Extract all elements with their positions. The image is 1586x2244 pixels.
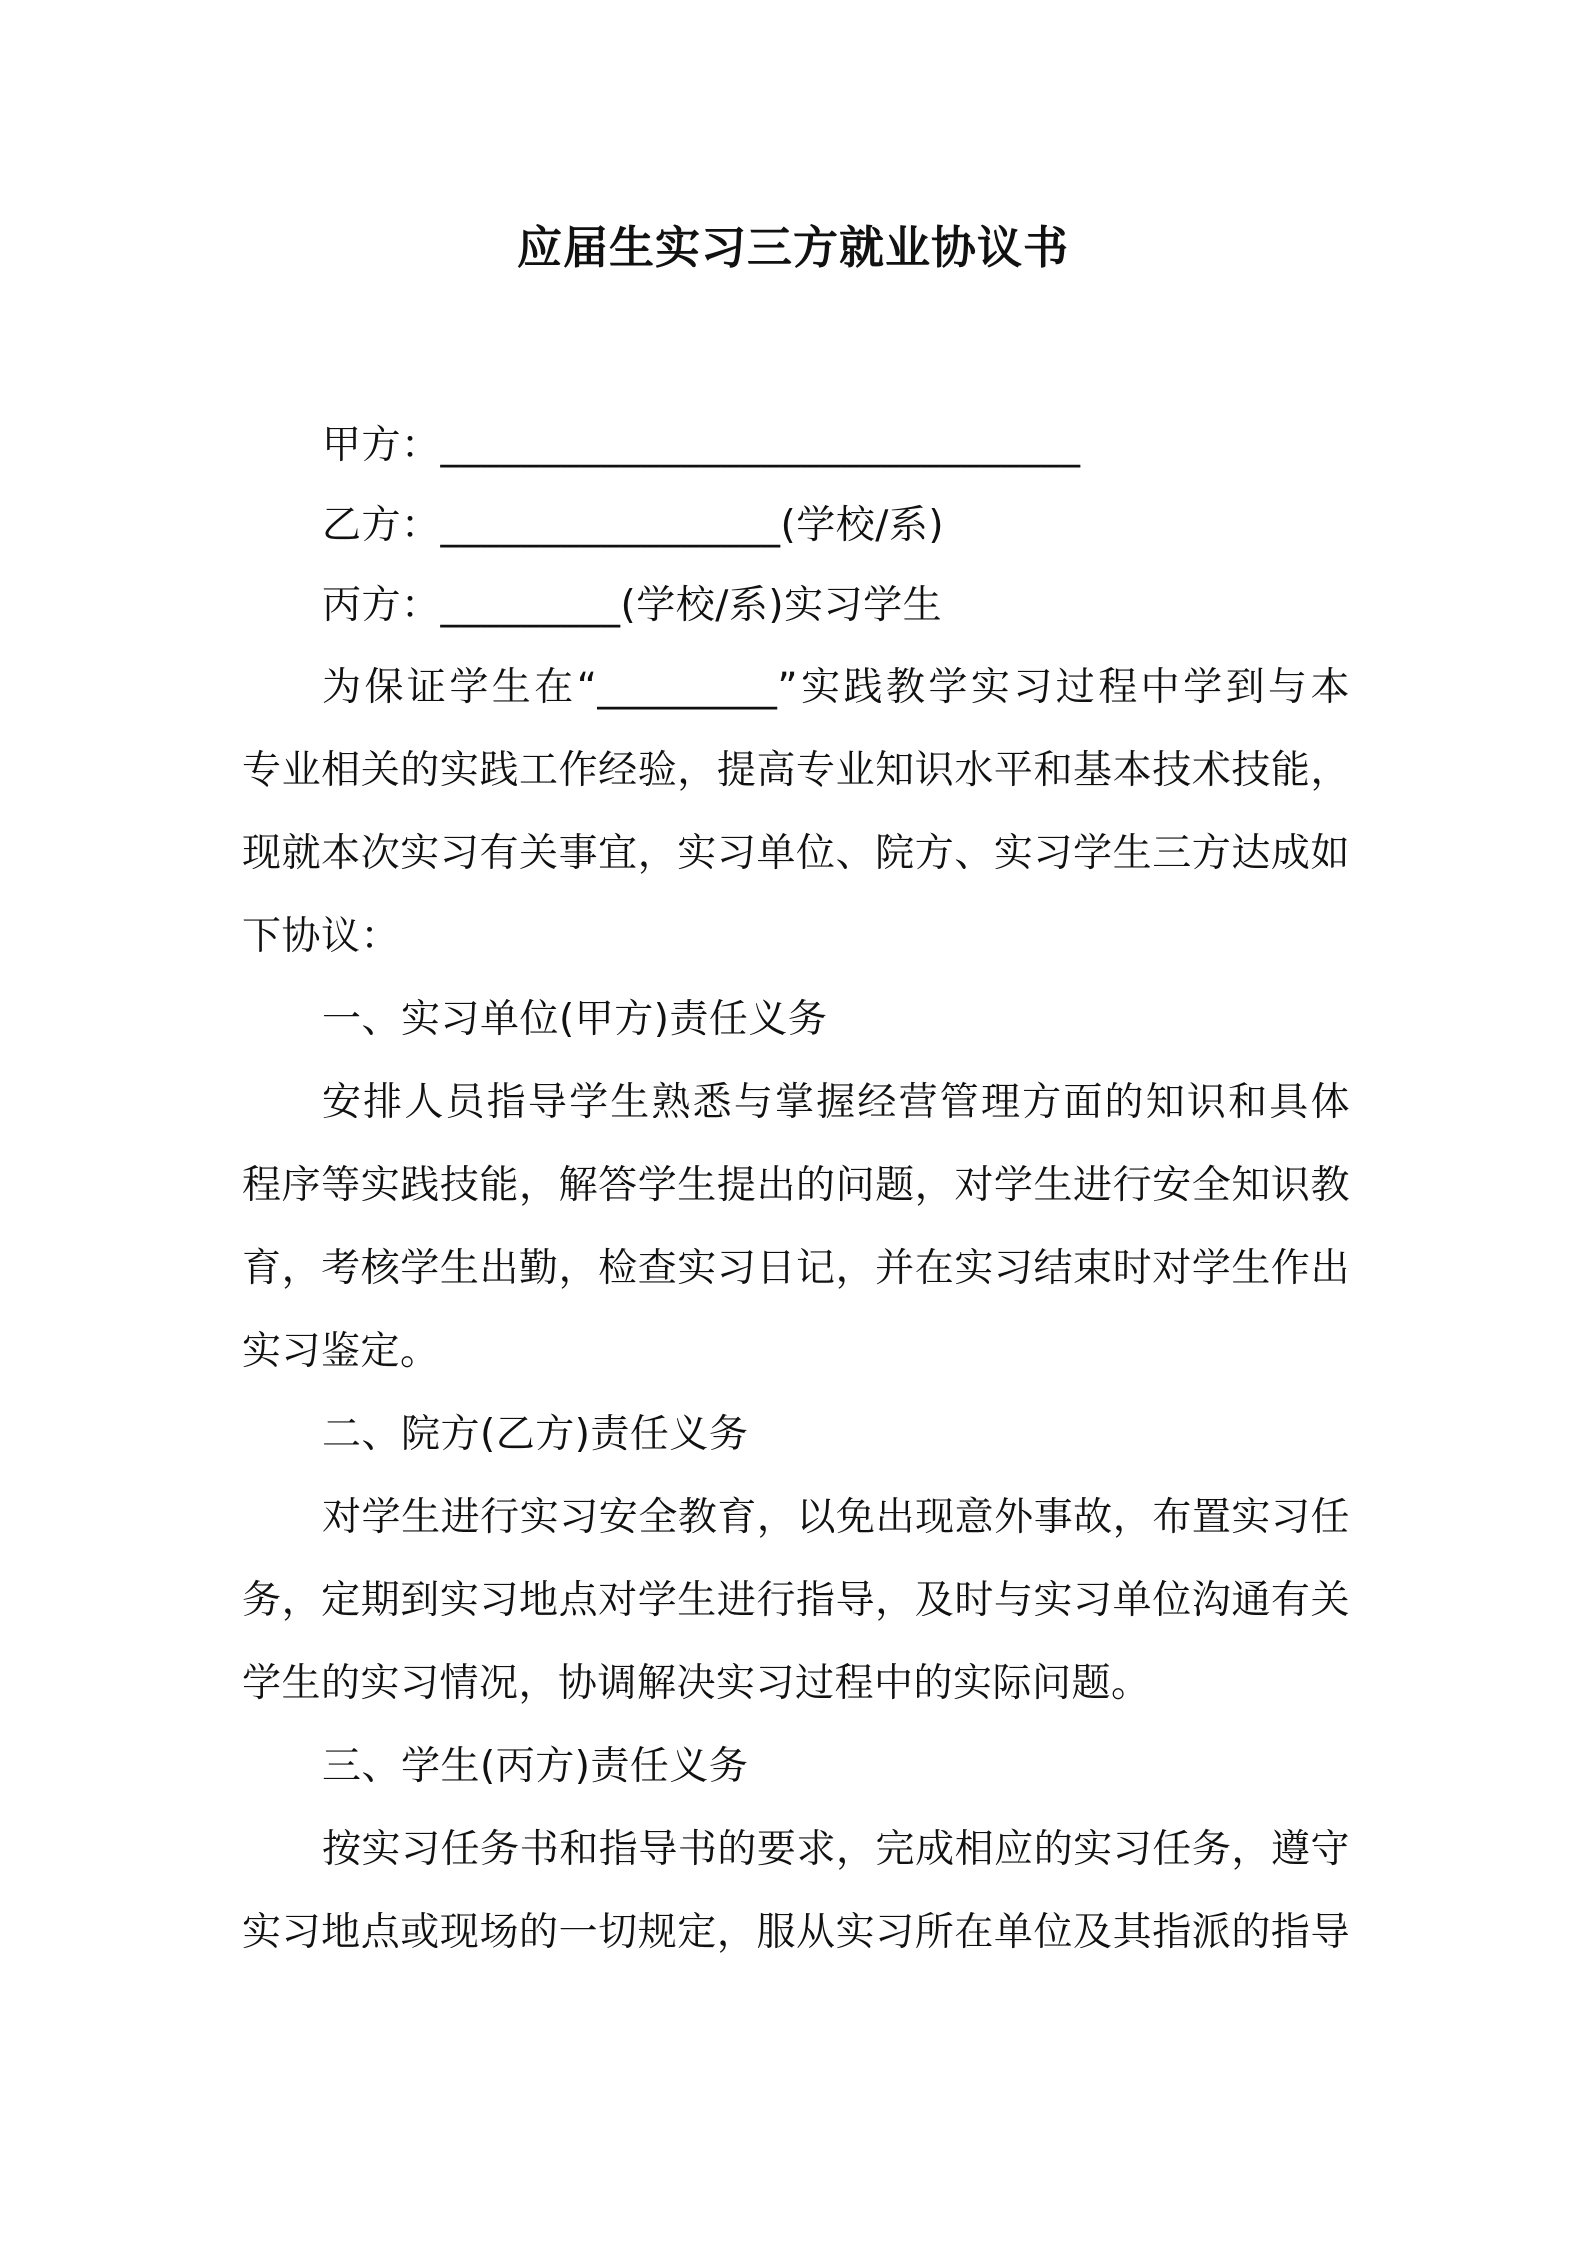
party-c-line: 丙方：_________(学校/系)实习学生 xyxy=(322,583,943,628)
section-1-line-2: 程序等实践技能，解答学生提出的问题，对学生进行安全知识教 xyxy=(242,1163,1350,1208)
section-3-line-1: 按实习任务书和指导书的要求，完成相应的实习任务，遵守 xyxy=(322,1827,1350,1872)
document-title: 应届生实习三方就业协议书 xyxy=(516,221,1069,274)
intro-line-1: 为保证学生在“_________”实践教学实习过程中学到与本 xyxy=(322,665,1350,710)
intro-line-3: 现就本次实习有关事宜，实习单位、院方、实习学生三方达成如 xyxy=(242,831,1350,876)
party-a-line: 甲方：________________________________ xyxy=(322,423,1081,468)
section-2-line-3: 学生的实习情况，协调解决实习过程中的实际问题。 xyxy=(242,1661,1151,1706)
intro-line-4: 下协议： xyxy=(242,914,401,959)
section-2-line-2: 务，定期到实习地点对学生进行指导，及时与实习单位沟通有关 xyxy=(242,1578,1350,1623)
section-1-line-3: 育，考核学生出勤，检查实习日记，并在实习结束时对学生作出 xyxy=(242,1246,1350,1291)
section-3-heading: 三、学生(丙方)责任义务 xyxy=(322,1744,749,1789)
section-1-heading: 一、实习单位(甲方)责任义务 xyxy=(322,997,828,1042)
section-2-line-1: 对学生进行实习安全教育，以免出现意外事故，布置实习任 xyxy=(322,1495,1350,1540)
party-b-line: 乙方：_________________(学校/系) xyxy=(322,503,945,548)
section-1-line-4: 实习鉴定。 xyxy=(242,1329,440,1374)
section-2-heading: 二、院方(乙方)责任义务 xyxy=(322,1412,749,1457)
intro-line-2: 专业相关的实践工作经验，提高专业知识水平和基本技术技能， xyxy=(242,748,1350,793)
section-3-line-2: 实习地点或现场的一切规定，服从实习所在单位及其指派的指导 xyxy=(242,1910,1350,1955)
section-1-line-1: 安排人员指导学生熟悉与掌握经营管理方面的知识和具体 xyxy=(322,1080,1350,1125)
